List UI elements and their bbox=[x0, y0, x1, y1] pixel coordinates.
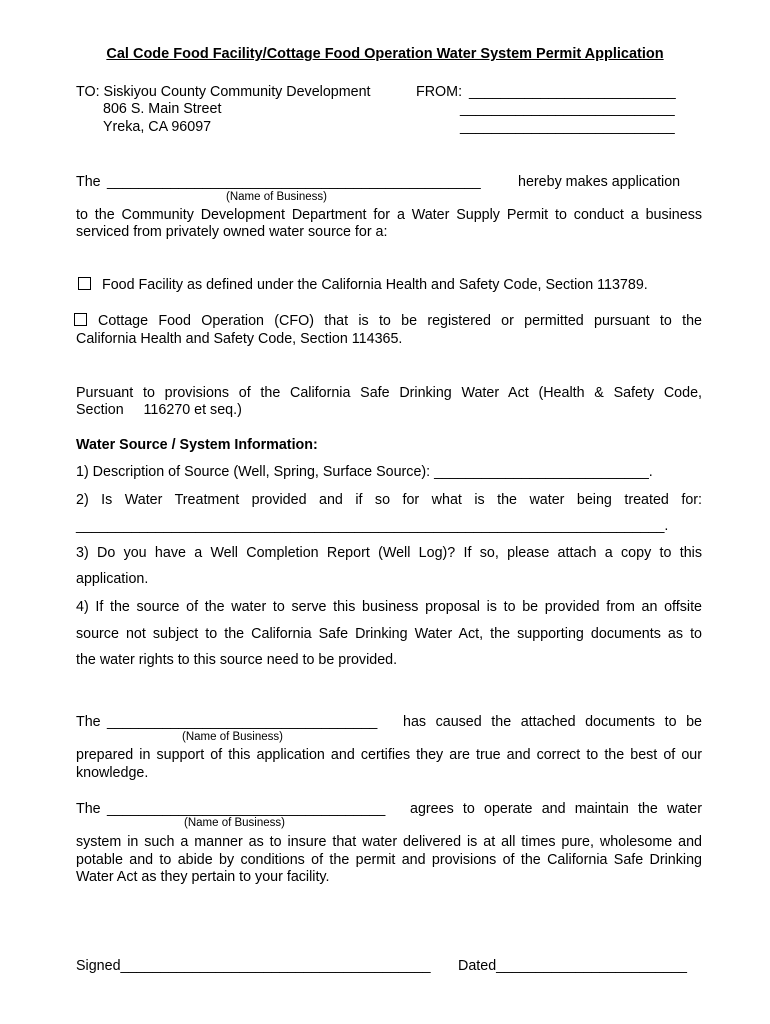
question-3-line-1: 3) Do you have a Well Completion Report (Well Log)? If so, please attach a copy to this bbox=[76, 545, 702, 561]
business-name-blank[interactable]: _______________________________________________ bbox=[107, 174, 481, 190]
cfo-checkbox[interactable] bbox=[74, 313, 87, 326]
from-blank-2[interactable]: ___________________________ bbox=[460, 101, 675, 117]
certify-the-label: The bbox=[76, 714, 101, 730]
to-line-3: Yreka, CA 96097 bbox=[103, 119, 212, 135]
agree-line-3: potable and to abide by conditions of the permit and provisions of the California Safe Drinking bbox=[76, 852, 702, 868]
certify-text: has caused the attached documents to be bbox=[403, 714, 702, 730]
application-line-3: serviced from privately owned water source for a: bbox=[76, 224, 388, 240]
question-2-line-1: 2) Is Water Treatment provided and if so for what is the water being treated for: bbox=[76, 492, 702, 508]
question-2-answer-blank[interactable]: __________________________________________________________________________. bbox=[76, 518, 669, 534]
question-4-line-3: the water rights to this source need to be provided. bbox=[76, 652, 398, 668]
question-4-line-2: source not subject to the California Safe Drinking Water Act, the supporting documents as to bbox=[76, 626, 702, 642]
name-of-business-hint: (Name of Business) bbox=[226, 191, 327, 203]
question-3-line-2: application. bbox=[76, 571, 149, 587]
question-4-line-1: 4) If the source of the water to serve this business proposal is to be provided from an offsite bbox=[76, 599, 702, 615]
from-label: FROM: bbox=[416, 84, 463, 100]
pursuant-line-1: Pursuant to provisions of the California Safe Drinking Water Act (Health & Safety Code, bbox=[76, 385, 702, 401]
agree-the-label: The bbox=[76, 801, 101, 817]
question-1: 1) Description of Source (Well, Spring, Surface Source): ___________________________. bbox=[76, 464, 653, 480]
agree-line-4: Water Act as they pertain to your facility. bbox=[76, 869, 330, 885]
form-title: Cal Code Food Facility/Cottage Food Operation Water System Permit Application bbox=[106, 46, 664, 62]
from-blank-1[interactable]: __________________________ bbox=[469, 84, 676, 100]
agree-name-hint: (Name of Business) bbox=[184, 817, 285, 829]
pursuant-line-2: Section 116270 et seq.) bbox=[76, 402, 242, 418]
cfo-label-line-2: California Health and Safety Code, Section 114365. bbox=[76, 331, 403, 347]
certify-line-3: knowledge. bbox=[76, 765, 149, 781]
certify-line-2: prepared in support of this application and certifies they are true and correct to the best of our bbox=[76, 747, 702, 763]
food-facility-label: Food Facility as defined under the California Health and Safety Code, Section 113789. bbox=[102, 277, 648, 293]
agree-business-blank[interactable]: ___________________________________ bbox=[107, 801, 386, 817]
food-facility-checkbox[interactable] bbox=[78, 277, 91, 290]
water-source-heading: Water Source / System Information: bbox=[76, 437, 318, 453]
certify-business-blank[interactable]: __________________________________ bbox=[107, 714, 378, 730]
hereby-text: hereby makes application bbox=[518, 174, 681, 190]
agree-line-2: system in such a manner as to insure that water delivered is at all times pure, wholesome and bbox=[76, 834, 702, 850]
to-line-1: TO: Siskiyou County Community Development bbox=[76, 84, 371, 100]
application-line-2: to the Community Development Department for a Water Supply Permit to conduct a business bbox=[76, 207, 702, 223]
agree-text: agrees to operate and maintain the water bbox=[410, 801, 702, 817]
application-the-label: The bbox=[76, 174, 101, 190]
to-line-2: 806 S. Main Street bbox=[103, 101, 222, 117]
certify-name-hint: (Name of Business) bbox=[182, 731, 283, 743]
from-blank-3[interactable]: ___________________________ bbox=[460, 119, 675, 135]
signed-field[interactable]: Signed_______________________________________ bbox=[76, 958, 431, 974]
cfo-label-line-1: Cottage Food Operation (CFO) that is to be registered or permitted pursuant to the bbox=[98, 313, 702, 329]
dated-field[interactable]: Dated________________________ bbox=[458, 958, 687, 974]
